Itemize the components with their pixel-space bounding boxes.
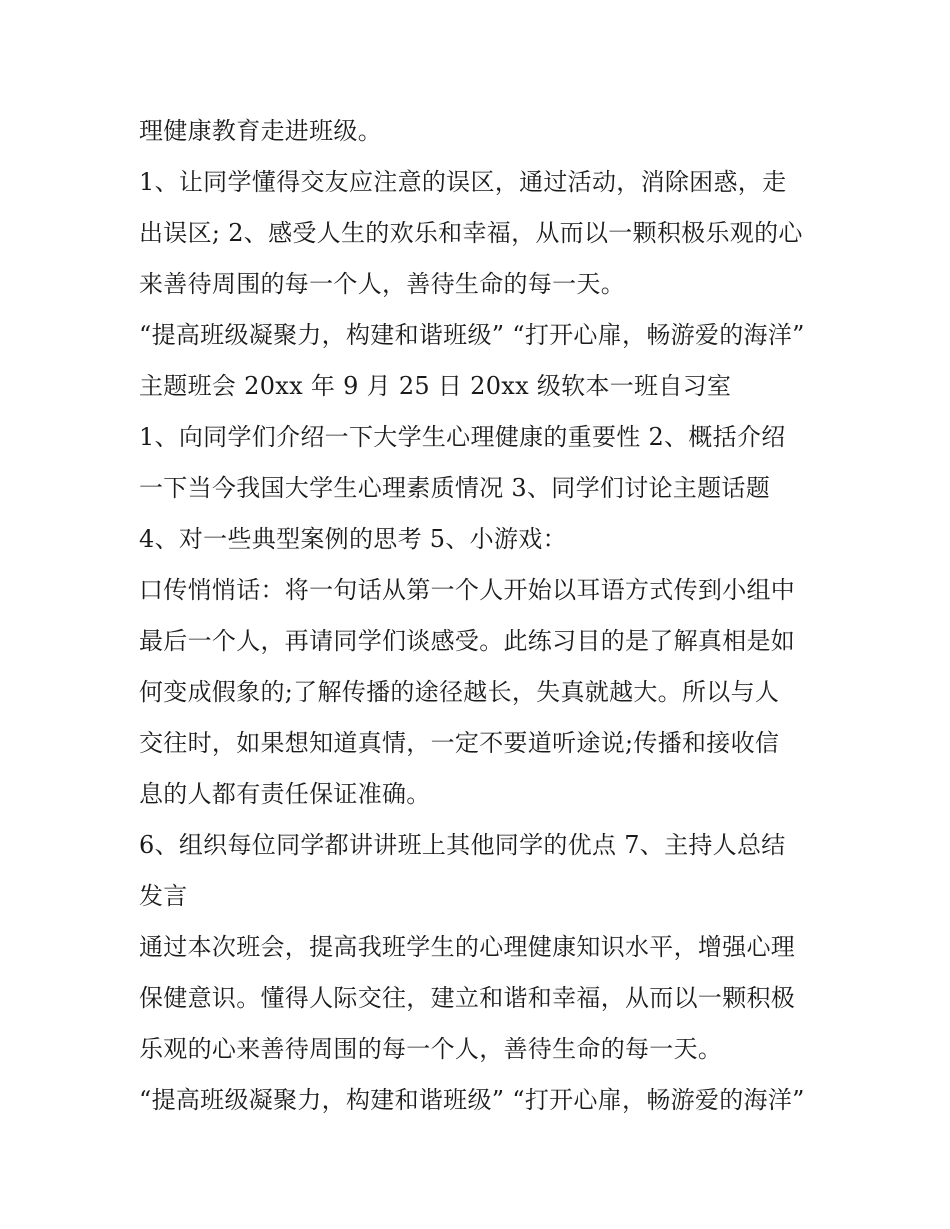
text-line: 出误区; 2、感受人生的欢乐和幸福，从而以一颗积极乐观的心 (139, 219, 803, 247)
text-line: 乐观的心来善待周围的每一个人，善待生命的每一天。 (139, 1035, 723, 1063)
text-line: 最后一个人，再请同学们谈感受。此练习目的是了解真相是如 (139, 627, 796, 655)
text-line: 4、对一些典型案例的思考 5、小游戏： (139, 525, 567, 553)
text-line: 交往时，如果想知道真情，一定不要道听途说;传播和接收信 (139, 729, 780, 757)
text-line: 1、向同学们介绍一下大学生心理健康的重要性 2、概括介绍 (139, 423, 786, 451)
text-line: 息的人都有责任保证准确。 (139, 780, 431, 808)
text-line: 何变成假象的;了解传播的途径越长，失真就越大。所以与人 (139, 678, 780, 706)
text-line: 口传悄悄话：将一句话从第一个人开始以耳语方式传到小组中 (139, 576, 796, 604)
text-line: 主题班会 20xx 年 9 月 25 日 20xx 级软本一班自习室 (139, 372, 732, 400)
text-line: “提高班级凝聚力，构建和谐班级” “打开心扉，畅游爱的海洋” (139, 1086, 805, 1114)
text-line: 发言 (139, 882, 188, 910)
text-line: 来善待周围的每一个人，善待生命的每一天。 (139, 270, 625, 298)
text-line: “提高班级凝聚力，构建和谐班级” “打开心扉，畅游爱的海洋” (139, 321, 805, 349)
text-line: 1、让同学懂得交友应注意的误区，通过活动，消除困惑，走 (139, 168, 787, 196)
text-line: 保健意识。懂得人际交往，建立和谐和幸福，从而以一颗积极 (139, 984, 796, 1012)
text-line: 一下当今我国大学生心理素质情况 3、同学们讨论主题话题 (139, 474, 770, 502)
text-line: 6、组织每位同学都讲讲班上其他同学的优点 7、主持人总结 (139, 831, 786, 859)
text-line: 理健康教育走进班级。 (139, 117, 382, 145)
document-body (139, 106, 829, 1126)
text-line: 通过本次班会，提高我班学生的心理健康知识水平，增强心理 (139, 933, 796, 961)
